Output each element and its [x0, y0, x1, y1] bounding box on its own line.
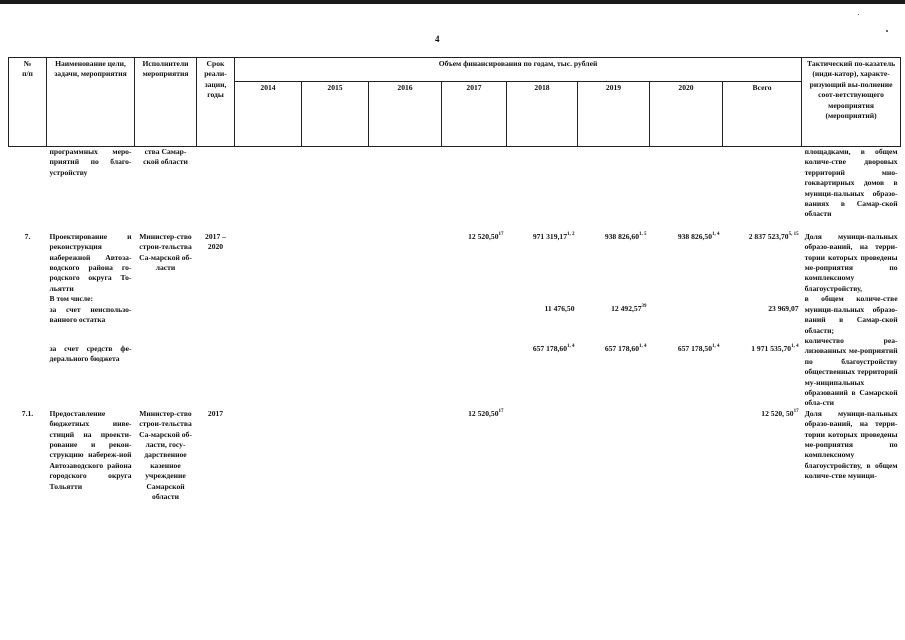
- cell-2018: 971 319,17$^{1, 2}$: [532, 231, 575, 241]
- row-num: [9, 147, 47, 232]
- row-indicator: количество реа-лизованных ме-роприятий по благоустройству общественных территорий му-ниципальных образований в Самарской обла-сти: [804, 335, 898, 408]
- cell-2020: [650, 409, 723, 503]
- cell-total: 23 969,07: [768, 304, 799, 314]
- row-num: [9, 336, 47, 409]
- cell-total: 12 520, $50^{17}$: [761, 408, 799, 418]
- row-term: [197, 336, 235, 409]
- header-funding: Объем финансирования по годам, тыс. рублей: [235, 58, 802, 82]
- row-num: [9, 294, 47, 336]
- header-year: 2016: [369, 82, 442, 147]
- cell-2020: 657 178,50$^{1, 4}$: [677, 343, 720, 353]
- header-year: 2015: [302, 82, 369, 147]
- row-num: 7.1.: [21, 408, 34, 418]
- row-indicator: Доля муници-пальных образо-ваний, на терри-тории которых проведены ме-роприятия по комплексному благоустройству,: [804, 231, 898, 293]
- cell-2018: [507, 409, 578, 503]
- row-name: В том числе: за счет неиспользо-ванного остатка: [49, 294, 132, 325]
- cell-2019: 938 826,60$^{1, 5}$: [604, 231, 647, 241]
- cell-2019: [578, 409, 650, 503]
- row-name: программных меро-приятий по благо-устройству: [49, 147, 132, 177]
- row-name: Проектирование и реконструкция набережной Автоза-водского района го-родского округа То-льятти: [49, 231, 132, 293]
- header-year-total: Всего: [723, 82, 802, 147]
- cell-2019: 12 492,57$^{39}$: [611, 304, 647, 314]
- header-year: 2014: [235, 82, 302, 147]
- cell-2017: [442, 294, 507, 336]
- table-row: [9, 232, 901, 294]
- row-indicator: площадками, в общем количе-стве дворовых территорий мно-гоквартирных домов в муници-пальных образо-ваниях в Самар-ской области: [804, 147, 898, 219]
- header-term: Срок реали-зации, годы: [197, 58, 235, 147]
- funding-table: [8, 57, 901, 502]
- cell-2018: 657 178,60$^{1, 4}$: [532, 343, 575, 353]
- row-term: 2017: [207, 408, 224, 418]
- cell-2020: [650, 294, 723, 336]
- header-name: Наименование цели, задачи, мероприятия: [47, 58, 135, 147]
- cell-2019: 657 178,60$^{1, 4}$: [604, 343, 647, 353]
- table-row: [9, 294, 901, 336]
- header-year: 2019: [578, 82, 650, 147]
- cell-2018: 11 476,50: [544, 304, 575, 314]
- cell-total: 1 971 535,70$^{1, 4}$: [751, 343, 799, 353]
- row-indicator: Доля муници-пальных образо-ваний, на терри-тории которых проведены ме-роприятия по комплексному благоустройству, в общем количе-стве муници-: [804, 408, 898, 481]
- row-executor: ства Самар-ской области: [143, 147, 188, 167]
- row-executor: Министер-ство строи-тельства Са-марской об-ласти: [139, 231, 192, 273]
- header-year: 2018: [507, 82, 578, 147]
- row-executor: Министер-ство строи-тельства Са-марской об-ласти, госу-дарственное казенное учреждение Самарской области: [139, 408, 192, 501]
- row-name: Предоставление бюджетных инве-стиций на проекти-рование и рекон-струкцию набереж-ной Автозаводского района городского округа Тольятти: [49, 408, 132, 491]
- row-indicator: в общем количе-стве муници-пальных образо-ваний в Самар-ской области;: [804, 294, 898, 335]
- cell-2020: 938 826,50$^{1, 4}$: [677, 231, 720, 241]
- row-executor: [135, 294, 197, 336]
- table-row: [9, 336, 901, 409]
- header-executors: Исполнители мероприятия: [135, 58, 197, 147]
- table-row: [9, 147, 901, 232]
- row-term: 2017 – 2020: [205, 231, 226, 252]
- row-term: [197, 294, 235, 336]
- scan-speck: [886, 30, 888, 32]
- header-num: № п/п: [9, 58, 47, 147]
- cell-2017: [442, 336, 507, 409]
- header-year: 2020: [650, 82, 723, 147]
- row-term: [197, 147, 235, 232]
- header-year: 2017: [442, 82, 507, 147]
- scan-speck: [858, 14, 859, 15]
- header-indicator: Тактический по-казатель (инди-катор), характе-ризующий вы-полнение соот-ветствующего мероприятия (мероприятий): [802, 58, 901, 147]
- table-row: [9, 409, 901, 503]
- row-executor: [135, 336, 197, 409]
- scan-top-border: [0, 0, 905, 4]
- cell-total: 2 837 523,70$^{5, 15}$: [748, 231, 799, 241]
- cell-2017: 12 520,50$^{17}$: [468, 408, 504, 418]
- cell-2017: 12 520,50$^{17}$: [468, 231, 504, 241]
- row-num: 7.: [24, 231, 31, 241]
- row-name: за счет средств фе-дерального бюджета: [49, 343, 132, 364]
- page-number: 4: [435, 34, 440, 44]
